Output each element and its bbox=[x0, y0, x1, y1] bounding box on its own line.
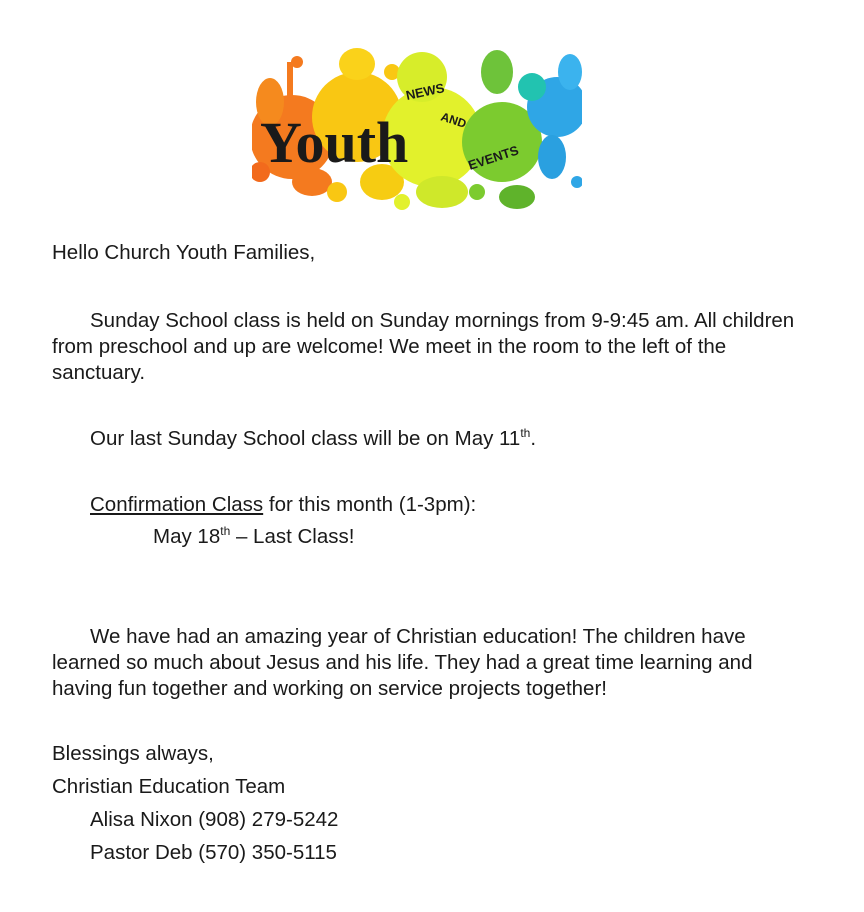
confirmation-date-note: – Last Class! bbox=[230, 525, 355, 548]
team-signature: Christian Education Team bbox=[52, 775, 286, 798]
confirmation-time: for this month (1-3pm): bbox=[263, 493, 477, 516]
teal-splash-shape bbox=[518, 73, 546, 101]
contact-pastor-deb: Pastor Deb (570) 350-5115 bbox=[90, 841, 337, 864]
confirmation-heading bbox=[52, 492, 476, 518]
last-class-paragraph bbox=[52, 426, 536, 452]
and-word: AND bbox=[439, 109, 469, 131]
confirmation-class-label: Confirmation Class bbox=[90, 493, 264, 516]
confirmation-date bbox=[52, 524, 354, 550]
sunday-school-paragraph: Sunday School class is held on Sunday mornings from 9-9:45 am. All children from preschool and up are welcome! We meet in the room to the left of the sanctuary. bbox=[52, 309, 795, 384]
events-word: EVENTS bbox=[466, 142, 521, 173]
news-word: NEWS bbox=[404, 80, 446, 103]
confirmation-date-ordinal: th bbox=[220, 524, 231, 539]
last-class-ordinal: th bbox=[520, 426, 531, 441]
year-summary-paragraph: We have had an amazing year of Christian education! The children have learned so much about Jesus and his life. They had a great time learning and having fun together and working on service projects together! bbox=[52, 625, 753, 700]
greeting: Hello Church Youth Families, bbox=[52, 241, 316, 264]
paint-splash-graphic bbox=[252, 42, 582, 212]
contact-alisa: Alisa Nixon (908) 279-5242 bbox=[90, 808, 339, 831]
youth-title: Youth bbox=[260, 110, 409, 175]
closing: Blessings always, bbox=[52, 742, 214, 765]
confirmation-date-text: May 18 bbox=[153, 525, 221, 548]
last-class-period: . bbox=[530, 427, 537, 450]
youth-news-banner bbox=[252, 42, 582, 212]
last-class-text: Our last Sunday School class will be on May 11 bbox=[90, 427, 521, 450]
